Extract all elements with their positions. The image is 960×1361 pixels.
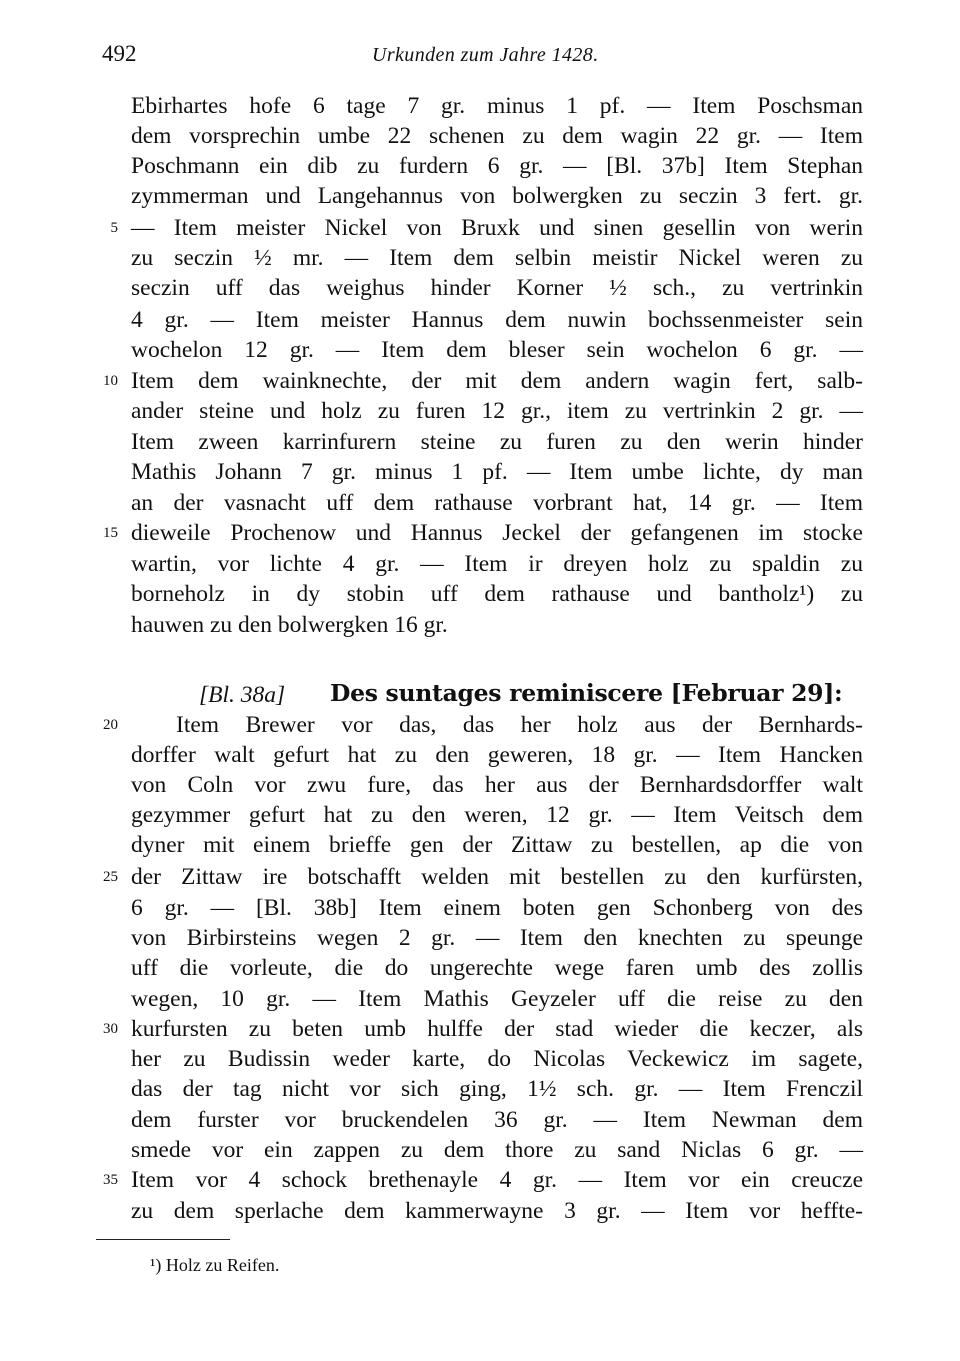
line-number: 25 xyxy=(103,869,118,885)
text-line: borneholz in dy stobin uff dem rathause und bantholz¹) zu xyxy=(131,581,863,607)
text-line: von Coln vor zwu fure, das her aus der Bernhardsdorffer walt xyxy=(131,772,863,798)
footnote: ¹) Holz zu Reifen. xyxy=(150,1255,280,1275)
section-heading: Des suntages reminiscere [Februar 29]: xyxy=(330,679,843,707)
text-line: smede vor ein zappen zu dem thore zu sand Niclas 6 gr. — xyxy=(131,1137,863,1163)
text-line: zu dem sperlache dem kammerwayne 3 gr. — Item vor heffte- xyxy=(131,1198,863,1224)
text-line: das der tag nicht vor sich ging, 1½ sch. gr. — Item Frenczil xyxy=(131,1076,863,1102)
text-line: dem furster vor bruckendelen 36 gr. — Item Newman dem xyxy=(131,1107,863,1133)
text-line: wochelon 12 gr. — Item dem bleser sein wochelon 6 gr. — xyxy=(131,337,863,363)
line-number: 20 xyxy=(103,717,118,733)
text-line: uff die vorleute, die do ungerechte wege faren umb des zollis xyxy=(131,955,863,981)
page-number: 492 xyxy=(102,41,137,66)
text-line: dyner mit einem brieffe gen der Zittaw zu bestellen, ap die von xyxy=(131,832,863,858)
text-line: gezymmer gefurt hat zu den weren, 12 gr. — Item Veitsch dem xyxy=(131,802,863,828)
text-line: zu seczin ½ mr. — Item dem selbin meistir Nickel weren zu xyxy=(131,245,863,271)
text-line: zymmerman und Langehannus von bolwergken zu seczin 3 fert. gr. xyxy=(131,183,863,209)
text-line: Item zween karrinfurern steine zu furen zu den werin hinder xyxy=(131,429,863,455)
text-line: Item Brewer vor das, das her holz aus der Bernhards- xyxy=(176,712,863,738)
footnote-divider xyxy=(96,1239,230,1240)
text-line: Poschmann ein dib zu furdern 6 gr. — [Bl. 37b] Item Stephan xyxy=(131,153,863,179)
text-line: der Zittaw ire botschafft welden mit bestellen zu den kurfürsten, xyxy=(131,864,863,890)
text-line: her zu Budissin weder karte, do Nicolas Veckewicz im sagete, xyxy=(131,1046,863,1072)
line-number: 35 xyxy=(103,1172,118,1188)
text-line: dorffer walt gefurt hat zu den geweren, 18 gr. — Item Hancken xyxy=(131,742,863,768)
text-line: kurfursten zu beten umb hulffe der stad wieder die keczer, als xyxy=(131,1016,863,1042)
text-line: Item vor 4 schock brethenayle 4 gr. — Item vor ein creucze xyxy=(131,1167,863,1193)
text-line: Mathis Johann 7 gr. minus 1 pf. — Item umbe lichte, dy man xyxy=(131,459,863,485)
text-line: Ebirhartes hofe 6 tage 7 gr. minus 1 pf. — Item Poschsman xyxy=(131,93,863,119)
text-line: ander steine und holz zu furen 12 gr., item zu vertrinkin 2 gr. — xyxy=(131,398,863,424)
text-line: wegen, 10 gr. — Item Mathis Geyzeler uff die reise zu den xyxy=(131,986,863,1012)
text-line: wartin, vor lichte 4 gr. — Item ir dreyen holz zu spaldin zu xyxy=(131,551,863,577)
text-line: dem vorsprechin umbe 22 schenen zu dem wagin 22 gr. — Item xyxy=(131,123,863,149)
text-line: hauwen zu den bolwergken 16 gr. xyxy=(131,612,448,638)
text-line: — Item meister Nickel von Bruxk und sinen gesellin von werin xyxy=(131,215,863,241)
line-number: 5 xyxy=(110,220,118,236)
text-line: 4 gr. — Item meister Hannus dem nuwin bochssenmeister sein xyxy=(131,307,863,333)
text-line: 6 gr. — [Bl. 38b] Item einem boten gen Schonberg von des xyxy=(131,895,863,921)
text-line: von Birbirsteins wegen 2 gr. — Item den knechten zu speunge xyxy=(131,925,863,951)
text-line: dieweile Prochenow und Hannus Jeckel der gefangenen im stocke xyxy=(131,520,863,546)
text-line: an der vasnacht uff dem rathause vorbrant hat, 14 gr. — Item xyxy=(131,490,863,516)
line-number: 30 xyxy=(103,1021,118,1037)
line-number: 10 xyxy=(103,373,118,389)
text-line: seczin uff das weighus hinder Korner ½ sch., zu vertrinkin xyxy=(131,275,863,301)
folio-reference: [Bl. 38a] xyxy=(199,682,286,708)
text-line: Item dem wainknechte, der mit dem andern wagin fert, salb- xyxy=(131,368,863,394)
running-title: Urkunden zum Jahre 1428. xyxy=(372,44,599,66)
line-number: 15 xyxy=(103,525,118,541)
